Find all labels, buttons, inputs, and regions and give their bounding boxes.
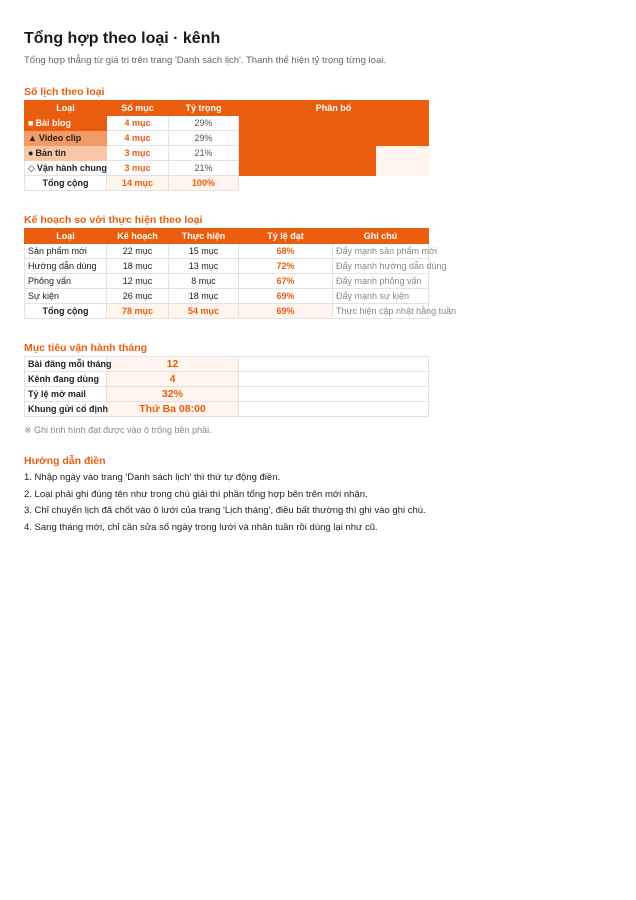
plan-cell: 18 mục xyxy=(107,259,169,274)
type-label: Video clip xyxy=(38,133,82,143)
rate-cell: 67% xyxy=(239,274,333,289)
total-rate: 69% xyxy=(239,304,333,319)
plan-cell: 12 mục xyxy=(107,274,169,289)
table-row xyxy=(25,131,429,146)
goal-label: Khung gửi cố định xyxy=(25,402,107,417)
total-actual: 54 mục xyxy=(169,304,239,319)
total-row xyxy=(25,304,429,319)
count-cell: 4 mục xyxy=(107,116,169,131)
plan-cell: 22 mục xyxy=(107,244,169,259)
header-share: Tỷ trọng xyxy=(169,101,239,116)
guide-item: 4. Sang tháng mới, chỉ cần sửa số ngày trong lưới và nhân tuần rồi dùng lại như cũ. xyxy=(24,521,378,533)
header-distribution: Phân bố xyxy=(239,101,429,116)
rate-cell: 69% xyxy=(239,289,333,304)
header-rate: Tỷ lệ đạt xyxy=(239,229,333,244)
goal-value: 12 xyxy=(107,357,239,372)
share-cell: 29% xyxy=(169,131,239,146)
page-title: Tổng hợp theo loại · kênh xyxy=(24,30,221,47)
plan-cell: 26 mục xyxy=(107,289,169,304)
table-row xyxy=(25,161,429,176)
guide-item: 2. Loại phải ghi đúng tên như trong chú giải thì phần tổng hợp bên trên mới nhận. xyxy=(24,488,368,500)
table-row xyxy=(25,274,429,289)
actual-cell: 15 mục xyxy=(169,244,239,259)
distribution-bar xyxy=(239,146,376,161)
goal-label: Kênh đang dùng xyxy=(25,372,107,387)
distribution-bar xyxy=(239,116,429,131)
header-count: Số mục xyxy=(107,101,169,116)
share-cell: 21% xyxy=(169,146,239,161)
type-label: Bản tin xyxy=(35,148,66,158)
guide-item: 3. Chỉ chuyển lịch đã chốt vào ô lưới của trang 'Lịch tháng', điều bất thường thì ghi vào ghi chú. xyxy=(24,505,426,516)
type-cell: Hướng dẫn dùng xyxy=(25,259,107,274)
count-cell: 3 mục xyxy=(107,161,169,176)
square-icon: ■ xyxy=(28,118,34,128)
type-cell: Sản phẩm mới xyxy=(25,244,107,259)
note-cell: Đẩy mạnh phỏng vấn xyxy=(333,274,429,289)
actual-cell: 18 mục xyxy=(169,289,239,304)
distribution-bar-cell xyxy=(239,161,429,176)
type-cell xyxy=(25,116,107,131)
section-count-by-type-title: Số lịch theo loại xyxy=(24,86,105,98)
header-type: Loại xyxy=(25,101,107,116)
table-row xyxy=(25,244,429,259)
total-note: Thực hiện cập nhật hằng tuần xyxy=(333,304,429,319)
goal-value: Thứ Ba 08:00 xyxy=(107,402,239,417)
type-cell xyxy=(25,146,107,161)
count-by-type-table xyxy=(24,100,429,191)
table-row xyxy=(25,146,429,161)
monthly-goals-table xyxy=(24,356,429,417)
goal-row xyxy=(25,387,429,402)
section-guide-title: Hướng dẫn điền xyxy=(24,455,106,467)
type-cell: Sự kiện xyxy=(25,289,107,304)
diamond-icon: ◇ xyxy=(28,162,35,173)
rate-cell: 72% xyxy=(239,259,333,274)
page-subtitle: Tổng hợp thẳng từ giá trị trên trang 'Danh sách lịch'. Thanh thể hiện tỷ trọng từng loại. xyxy=(24,55,386,66)
distribution-bar xyxy=(239,161,376,176)
actual-cell: 13 mục xyxy=(169,259,239,274)
table-row xyxy=(25,289,429,304)
goal-label: Bài đăng mỗi tháng xyxy=(25,357,107,372)
type-label: Bài blog xyxy=(35,118,71,128)
rate-cell: 68% xyxy=(239,244,333,259)
actual-cell: 8 mục xyxy=(169,274,239,289)
goal-label: Tỷ lệ mở mail xyxy=(25,387,107,402)
goal-row xyxy=(25,402,429,417)
section-monthly-goals-title: Mục tiêu vận hành tháng xyxy=(24,342,148,354)
goal-progress-input[interactable] xyxy=(239,372,429,387)
total-row xyxy=(25,176,429,191)
empty-cell xyxy=(239,176,429,191)
share-cell: 29% xyxy=(169,116,239,131)
distribution-bar-cell xyxy=(239,116,429,131)
header-actual: Thực hiện xyxy=(169,229,239,244)
header-type: Loại xyxy=(25,229,107,244)
total-count: 14 mục xyxy=(107,176,169,191)
share-cell: 21% xyxy=(169,161,239,176)
circle-icon: ● xyxy=(28,148,34,158)
total-label: Tổng cộng xyxy=(25,304,107,319)
distribution-bar-cell xyxy=(239,131,429,146)
goal-row xyxy=(25,357,429,372)
goal-value: 4 xyxy=(107,372,239,387)
header-note: Ghi chú xyxy=(333,229,429,244)
distribution-bar xyxy=(239,131,429,146)
header-plan: Kế hoạch xyxy=(107,229,169,244)
table-row xyxy=(25,259,429,274)
distribution-bar-cell xyxy=(239,146,429,161)
total-label: Tổng cộng xyxy=(25,176,107,191)
goal-progress-input[interactable] xyxy=(239,387,429,402)
guide-item: 1. Nhập ngày vào trang 'Danh sách lịch' thì thứ tự động điền. xyxy=(24,472,281,483)
goal-row xyxy=(25,372,429,387)
note-cell: Đẩy mạnh sự kiện xyxy=(333,289,429,304)
count-cell: 3 mục xyxy=(107,146,169,161)
total-plan: 78 mục xyxy=(107,304,169,319)
goal-progress-input[interactable] xyxy=(239,357,429,372)
note-cell: Đẩy mạnh sản phẩm mới xyxy=(333,244,429,259)
note-cell: Đẩy mạnh hướng dẫn dùng xyxy=(333,259,429,274)
type-label: Vận hành chung xyxy=(36,162,107,173)
goals-note: ※ Ghi tình hình đạt được vào ô trống bên phải. xyxy=(24,425,212,435)
goal-value: 32% xyxy=(107,387,239,402)
type-cell xyxy=(25,161,107,176)
triangle-icon: ▲ xyxy=(28,133,37,143)
count-cell: 4 mục xyxy=(107,131,169,146)
section-plan-vs-actual-title: Kế hoạch so với thực hiện theo loại xyxy=(24,214,203,226)
table-row xyxy=(25,116,429,131)
type-cell xyxy=(25,131,107,146)
plan-vs-actual-table xyxy=(24,228,457,319)
total-share: 100% xyxy=(169,176,239,191)
goal-progress-input[interactable] xyxy=(239,402,429,417)
type-cell: Phỏng vấn xyxy=(25,274,107,289)
